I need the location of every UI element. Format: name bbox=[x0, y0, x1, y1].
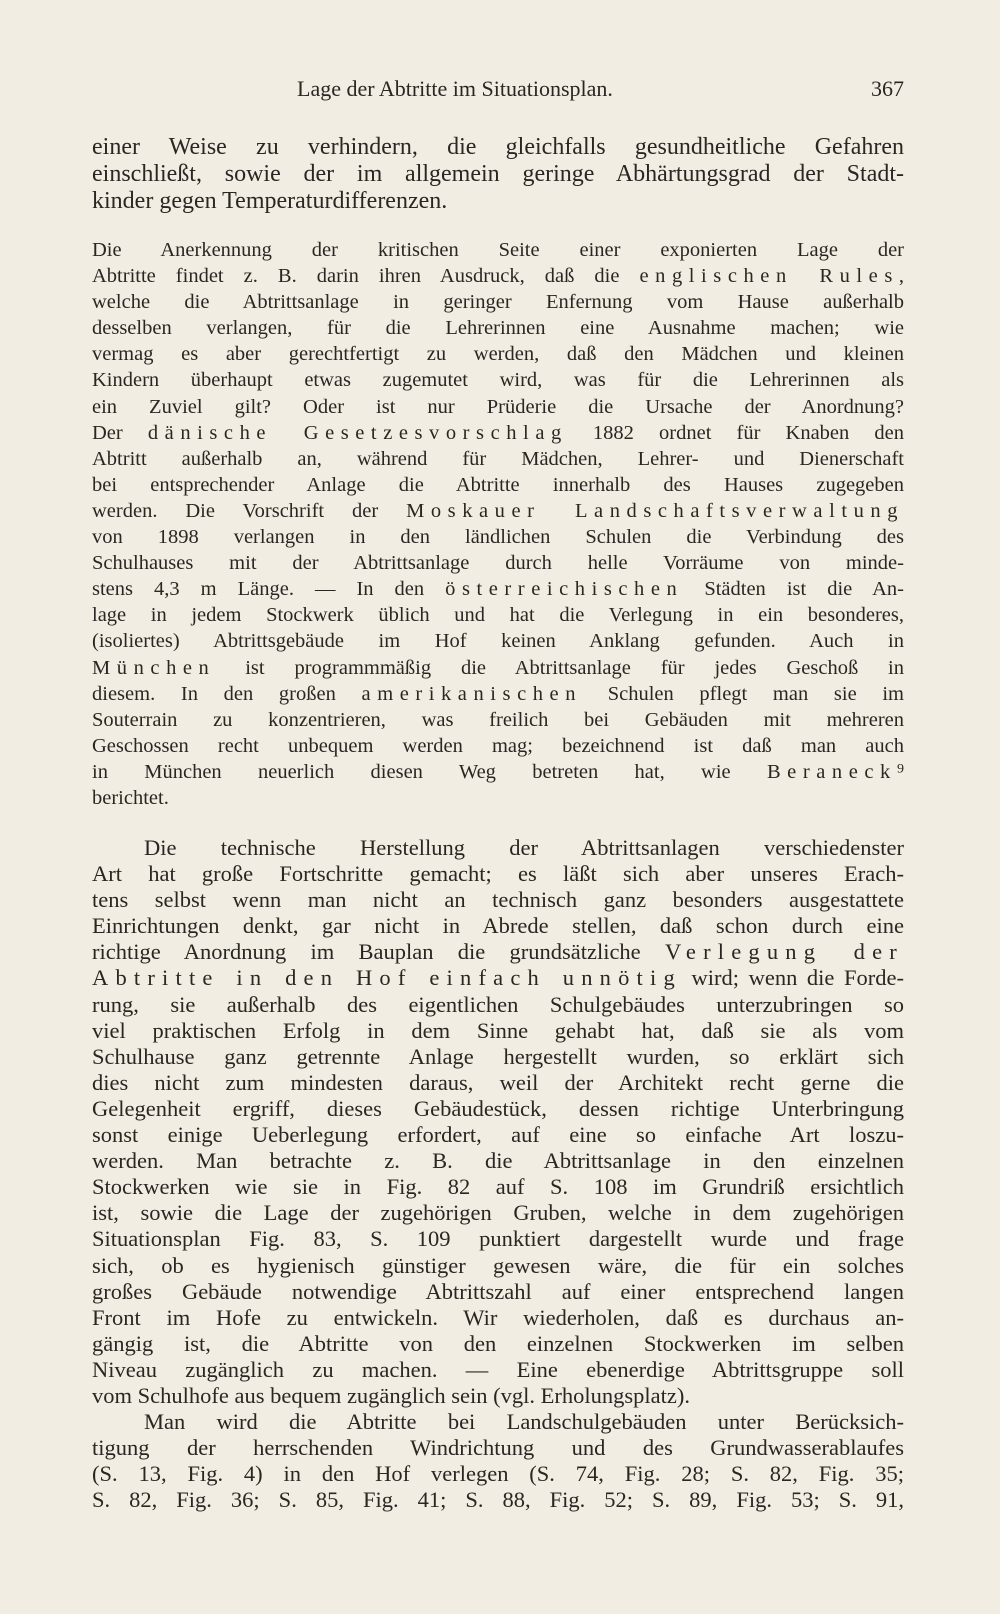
spaced-emphasis: Verlegung der bbox=[664, 939, 904, 965]
text-line: tigung der herrschenden Windrichtung und des Grundwasserablaufes bbox=[92, 1435, 904, 1461]
spaced-emphasis: Beraneck bbox=[766, 760, 897, 783]
text-line: Die technische Herstellung der Abtrittsanlagen verschiedenster bbox=[144, 835, 904, 860]
text-line: berichtet. bbox=[92, 786, 169, 809]
text-segment: stens 4,3 m Länge. — In den bbox=[92, 578, 446, 601]
text-line: desselben verlangen, für die Lehrerinnen eine Ausnahme machen; wie bbox=[92, 317, 904, 340]
spaced-emphasis: Abtritte in den Hof einfach unnötig bbox=[92, 965, 682, 991]
text-line: gängig ist, die Abtritte von den einzelnen Stockwerken im selben bbox=[92, 1330, 904, 1356]
text-line: einschließt, sowie der im allgemein geringe Abhärtungsgrad der Stadt- bbox=[92, 161, 904, 187]
text-line: S. 82, Fig. 36; S. 85, Fig. 41; S. 88, Fig. 52; S. 89, Fig. 53; S. 91, bbox=[92, 1487, 904, 1513]
spaced-emphasis: österreichischen bbox=[445, 578, 684, 601]
text-line bbox=[92, 420, 904, 446]
text-segment: Abtritte findet z. B. darin ihren Ausdruck, daß die bbox=[92, 265, 640, 288]
text-segment: 1882 ordnet für Knaben den bbox=[567, 421, 904, 444]
text-segment: , bbox=[898, 265, 904, 288]
text-line: lage in jedem Stockwerk üblich und hat die Verlegung in ein besonderes, bbox=[92, 604, 904, 627]
text-line: bei entsprechender Anlage die Abtritte innerhalb des Hauses zugegeben bbox=[92, 473, 904, 496]
text-segment: Städten ist die An- bbox=[683, 578, 904, 601]
text-line: Front im Hofe zu entwickeln. Wir wiederholen, daß es durchaus an- bbox=[92, 1304, 904, 1330]
text-segment: in München neuerlich diesen Weg betreten hat, wie bbox=[92, 760, 767, 783]
text-line: welche die Abtrittsanlage in geringer Enfernung vom Hause außerhalb bbox=[92, 291, 904, 314]
text-line bbox=[92, 576, 904, 602]
text-line: Schulhauses mit der Abtrittsanlage durch helle Vorräume von minde- bbox=[92, 552, 904, 575]
text-line: großes Gebäude notwendige Abtrittszahl auf einer entsprechend langen bbox=[92, 1278, 904, 1304]
text-line: vom Schulhofe aus bequem zugänglich sein (vgl. Erholungsplatz). bbox=[92, 1382, 690, 1408]
paragraph-continuation bbox=[92, 134, 904, 215]
text-line bbox=[92, 498, 904, 524]
text-line: Situationsplan Fig. 83, S. 109 punktiert dargestellt wurde und frage bbox=[92, 1226, 904, 1252]
spaced-emphasis: dänische Gesetzesvorschlag bbox=[147, 421, 568, 444]
text-segment: richtige Anordnung im Bauplan die grundsätzliche bbox=[92, 939, 665, 965]
text-line bbox=[92, 681, 904, 707]
text-line: Einrichtungen denkt, gar nicht in Abrede stellen, daß schon durch eine bbox=[92, 913, 904, 939]
text-line: von 1898 verlangen in den ländlichen Schulen die Verbindung des bbox=[92, 526, 904, 549]
text-line: kinder gegen Temperaturdifferenzen. bbox=[92, 188, 448, 214]
text-segment: ⁹ bbox=[896, 760, 904, 783]
text-line bbox=[92, 759, 904, 785]
text-line: ein Zuviel gilt? Oder ist nur Prüderie die Ursache der Anordnung? bbox=[92, 395, 904, 418]
text-line: Gelegenheit ergriff, dieses Gebäudestück, dessen richtige Unterbringung bbox=[92, 1095, 904, 1121]
text-line: tens selbst wenn man nicht an technisch ganz besonders ausgestattete bbox=[92, 887, 904, 913]
text-line: vermag es aber gerechtfertigt zu werden, daß den Mädchen und kleinen bbox=[92, 343, 904, 366]
text-line: sonst einige Ueberlegung erfordert, auf eine so einfache Art loszu- bbox=[92, 1122, 904, 1148]
text-line: Kindern überhaupt etwas zugemutet wird, was für die Lehrerinnen als bbox=[92, 369, 904, 392]
paragraph-toilet-placement bbox=[92, 237, 904, 811]
text-line: sich, ob es hygienisch günstiger gewesen wäre, die für ein solches bbox=[92, 1252, 904, 1278]
text-line bbox=[92, 939, 904, 965]
text-line bbox=[92, 655, 904, 681]
spaced-emphasis: München bbox=[92, 656, 216, 679]
text-line: ist, sowie die Lage der zugehörigen Gruben, welche in dem zugehörigen bbox=[92, 1200, 904, 1226]
text-line: Abtritt außerhalb an, während für Mädchen, Lehrer- und Dienerschaft bbox=[92, 447, 904, 470]
paragraph-technical-construction bbox=[92, 835, 904, 1513]
text-line: werden. Man betrachte z. B. die Abtrittsanlage in den einzelnen bbox=[92, 1148, 904, 1174]
running-title: Lage der Abtritte im Situationsplan. bbox=[297, 76, 613, 101]
text-line: Souterrain zu konzentrieren, was freilich bei Gebäuden mit mehreren bbox=[92, 708, 904, 731]
text-line: Schulhause ganz getrennte Anlage hergestellt wurden, so erklärt sich bbox=[92, 1043, 904, 1069]
text-line: rung, sie außerhalb des eigentlichen Schulgebäudes unterzubringen so bbox=[92, 991, 904, 1017]
text-segment: ist programmmäßig die Abtrittsanlage für jedes Geschoß in bbox=[215, 656, 904, 679]
text-segment: Schulen pflegt man sie im bbox=[582, 682, 904, 705]
text-line: Art hat große Fortschritte gemacht; es läßt sich aber unseres Erach- bbox=[92, 861, 904, 887]
text-line: einer Weise zu verhindern, die gleichfalls gesundheitliche Gefahren bbox=[92, 134, 904, 160]
text-segment: wird; wenn die Forde- bbox=[681, 965, 904, 991]
text-line: Niveau zugänglich zu machen. — Eine ebenerdige Abtrittsgruppe soll bbox=[92, 1356, 904, 1382]
text-line bbox=[92, 965, 904, 991]
text-line: dies nicht zum mindesten daraus, weil der Architekt recht gerne die bbox=[92, 1069, 904, 1095]
text-segment: werden. Die Vorschrift der bbox=[92, 499, 407, 522]
running-header bbox=[92, 76, 904, 108]
text-segment: diesem. In den großen bbox=[92, 682, 362, 705]
spaced-emphasis: Moskauer Landschaftsverwaltung bbox=[406, 499, 905, 522]
text-line: (S. 13, Fig. 4) in den Hof verlegen (S. 74, Fig. 28; S. 82, Fig. 35; bbox=[92, 1461, 904, 1487]
text-line: viel praktischen Erfolg in dem Sinne gehabt hat, daß sie als vom bbox=[92, 1017, 904, 1043]
text-line bbox=[92, 263, 904, 289]
spaced-emphasis: amerikanischen bbox=[361, 682, 583, 705]
spaced-emphasis: englischen Rules bbox=[639, 265, 899, 288]
page-number: 367 bbox=[871, 76, 904, 101]
text-line: Geschossen recht unbequem werden mag; bezeichnend ist daß man auch bbox=[92, 734, 904, 757]
text-segment: Der bbox=[92, 421, 148, 444]
text-line: Stockwerken wie sie in Fig. 82 auf S. 108 im Grundriß ersichtlich bbox=[92, 1174, 904, 1200]
text-line: Die Anerkennung der kritischen Seite einer exponierten Lage der bbox=[92, 239, 904, 261]
text-line: (isoliertes) Abtrittsgebäude im Hof keinen Anklang gefunden. Auch in bbox=[92, 630, 904, 653]
text-line: Man wird die Abtritte bei Landschulgebäuden unter Berücksich- bbox=[144, 1409, 904, 1435]
